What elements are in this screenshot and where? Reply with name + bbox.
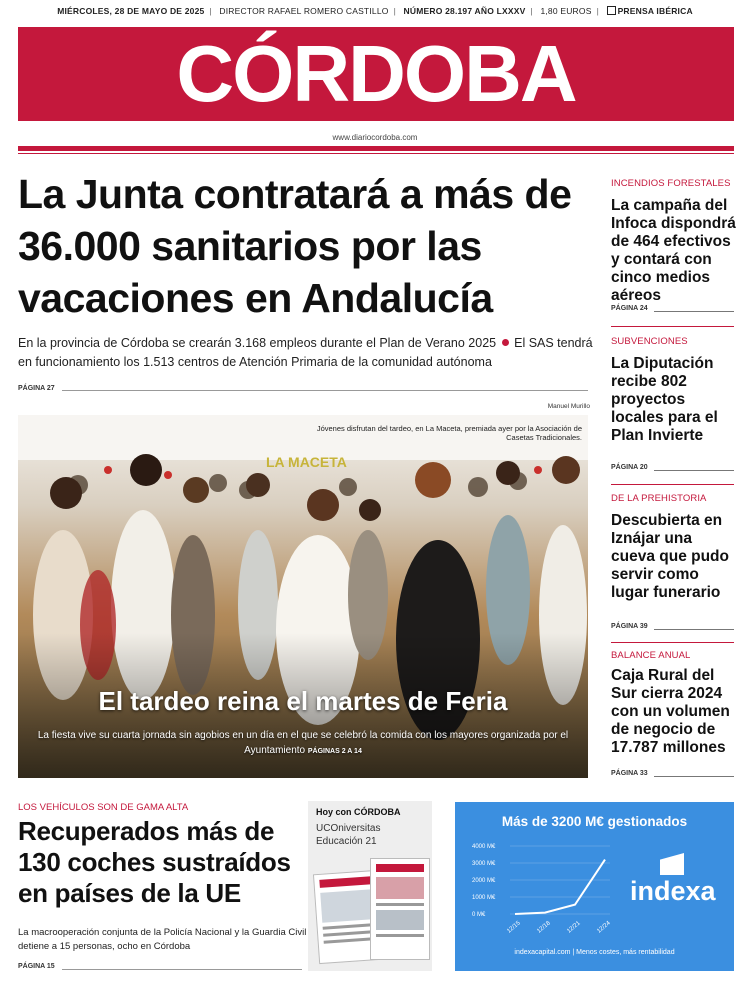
main-page-ref: PÁGINA 27	[18, 385, 55, 392]
divider	[654, 629, 734, 630]
chart-y-tick: 4000 M€	[472, 844, 496, 850]
main-sub-b: El SAS tendrá en funcionamiento los 1.513 centros de Atención Primaria de la comunidad autónoma	[18, 336, 593, 369]
chart-x-tick: 12/21	[566, 920, 582, 935]
photo-subheadline	[18, 728, 588, 759]
bottom-page-ref: PÁGINA 15	[18, 963, 55, 970]
section-divider	[611, 484, 734, 485]
sidebar-headline-3[interactable]: Descubierta en Iznájar una cueva que pudo servir como lugar funerario	[611, 512, 729, 601]
red-rule	[18, 146, 734, 151]
chart-y-tick: 3000 M€	[472, 861, 496, 867]
feria-photo	[18, 415, 588, 778]
sidebar-headline-2[interactable]: La Diputación recibe 802 proyectos locales para el Plan Invierte	[611, 355, 718, 444]
promo-lines	[316, 822, 380, 848]
chart-y-tick: 1000 M€	[472, 895, 496, 901]
publisher-group: PRENSA IBÉRICA	[617, 6, 693, 16]
ad-chart	[470, 838, 620, 938]
sidebar-page-4: PÁGINA 33	[611, 770, 648, 777]
sidebar-category-4: BALANCE ANUAL	[611, 650, 691, 661]
main-sub-a: En la provincia de Córdoba se crearán 3.168 empleos durante el Plan de Verano 2025	[18, 336, 497, 350]
bottom-subheadline: La macrooperación conjunta de la Policía Nacional y la Guardia Civil detiene a 15 personas, ocho en Córdoba	[18, 927, 307, 952]
promo-line-2: Educación 21	[316, 836, 377, 847]
bottom-category: LOS VEHÍCULOS SON DE GAMA ALTA	[18, 802, 189, 813]
photo-page-ref: PÁGINAS 2 A 14	[307, 748, 362, 755]
sidebar-headline-4[interactable]: Caja Rural del Sur cierra 2024 con un volumen de negocio de 17.787 millones	[611, 667, 730, 756]
sidebar-category-2: SUBVENCIONES	[611, 336, 688, 347]
photo-illustration	[18, 415, 588, 778]
chart-x-tick: 12/15	[506, 920, 522, 935]
photo-caption: Jóvenes disfrutan del tardeo, en La Maceta, premiada ayer por la Asociación de Casetas Tradicionales.	[316, 424, 582, 442]
ad-brand: indexa	[630, 876, 716, 906]
sidebar-page-1: PÁGINA 24	[611, 305, 648, 312]
prensa-iberica-logo-icon	[607, 6, 616, 15]
thin-rule	[18, 153, 734, 154]
section-divider	[611, 326, 734, 327]
promo-line-1: UCOniversitas	[316, 823, 381, 834]
ad-footer: indexacapital.com | Menos costes, más rentabilidad	[514, 949, 675, 956]
dateline: MIÉRCOLES, 28 DE MAYO DE 2025 | DIRECTOR RAFAEL ROMERO CASTILLO | NÚMERO 28.197 AÑO LXXXV | 1,80 EUROS | PRENSA IBÉRICA	[57, 6, 693, 16]
director: DIRECTOR RAFAEL ROMERO CASTILLO	[219, 6, 389, 16]
sidebar-category-1: INCENDIOS FORESTALES	[611, 178, 731, 189]
chart-y-tick: 0 M€	[472, 912, 486, 918]
chart-x-tick: 12/18	[536, 920, 552, 935]
newspaper-title: CÓRDOBA	[176, 29, 576, 118]
bottom-headline[interactable]: Recuperados más de 130 coches sustraídos en países de la UE	[18, 816, 291, 908]
sidebar-category-3: DE LA PREHISTORIA	[611, 493, 707, 504]
date: MIÉRCOLES, 28 DE MAYO DE 2025	[57, 6, 205, 16]
ad-title: Más de 3200 M€ gestionados	[501, 814, 688, 829]
price: 1,80 EUROS	[540, 6, 592, 16]
chart-y-tick: 2000 M€	[472, 878, 496, 884]
bullet-icon	[502, 339, 509, 346]
main-subheadline	[18, 334, 598, 372]
photo-headline[interactable]: El tardeo reina el martes de Feria	[98, 686, 508, 716]
sidebar-page-3: PÁGINA 39	[611, 623, 648, 630]
masthead	[18, 27, 734, 121]
divider	[654, 470, 734, 471]
supplement-cover-icon	[370, 858, 430, 960]
promo-title: Hoy con CÓRDOBA	[316, 807, 401, 817]
sidebar-headline-1[interactable]: La campaña del Infoca dispondrá de 464 efectivos y contará con cinco medios aéreos	[611, 197, 736, 304]
website: www.diariocordoba.com	[332, 133, 418, 142]
divider	[654, 311, 734, 312]
photo-sub-text: La fiesta vive su cuarta jornada sin agobios en un día en el que se celebró la comida con los mayores organizada por el Ayuntamiento	[37, 730, 569, 756]
divider	[62, 969, 302, 970]
sidebar-page-2: PÁGINA 20	[611, 464, 648, 471]
issue-number: NÚMERO 28.197 AÑO LXXXV	[403, 6, 526, 16]
chart-x-tick: 12/24	[596, 920, 612, 935]
section-divider	[611, 642, 734, 643]
divider	[654, 776, 734, 777]
main-headline[interactable]: La Junta contratará a más de 36.000 sanitarios por las vacaciones en Andalucía	[18, 171, 572, 321]
chart-series-line	[515, 860, 605, 914]
divider	[62, 390, 588, 391]
photo-credit: Manuel Murillo	[547, 403, 590, 410]
